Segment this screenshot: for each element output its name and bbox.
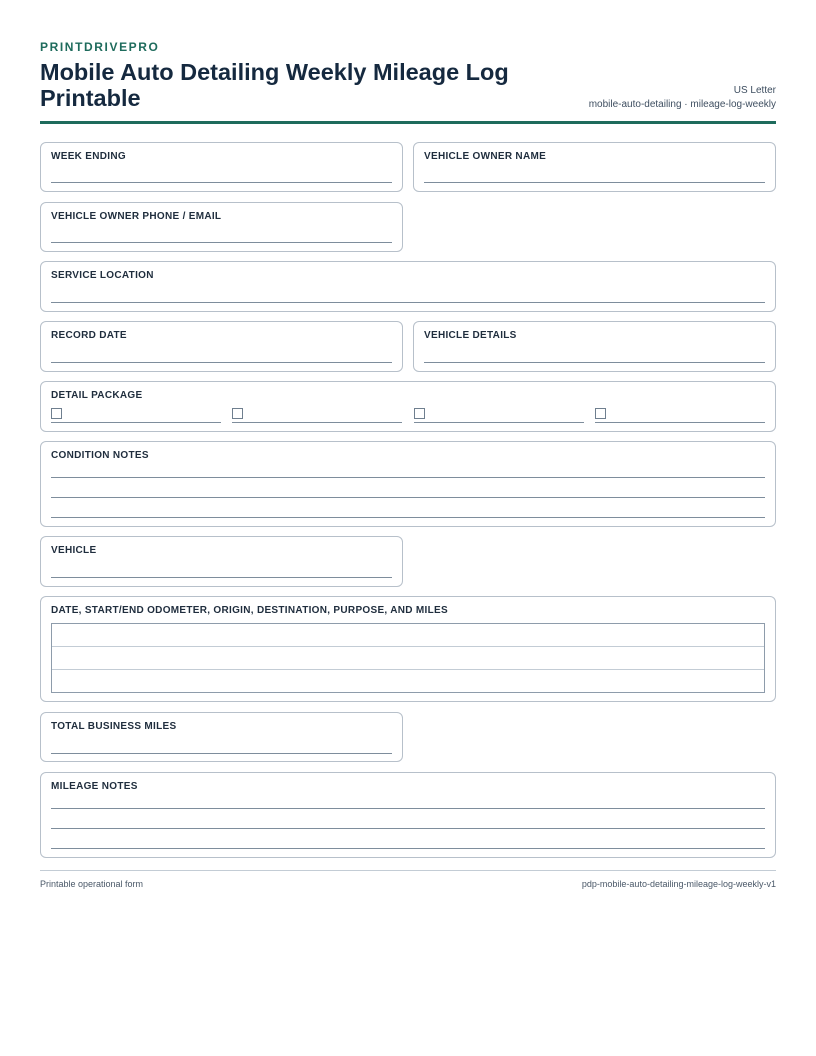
detail-package-option-3[interactable] bbox=[414, 408, 584, 423]
page-meta bbox=[589, 84, 776, 111]
detail-package-field bbox=[40, 381, 776, 432]
vehicle-field bbox=[40, 536, 403, 587]
mileage-notes-label: MILEAGE NOTES bbox=[51, 781, 138, 792]
condition-notes-line-2[interactable] bbox=[51, 497, 765, 498]
form-slug: mobile-auto-detailing · mileage-log-weekly bbox=[588, 98, 776, 110]
vehicle-owner-contact-field bbox=[40, 202, 403, 252]
vehicle-owner-contact-input-line[interactable] bbox=[51, 242, 392, 243]
detail-package-option-4[interactable] bbox=[595, 408, 765, 423]
vehicle-owner-name-input-line[interactable] bbox=[424, 182, 765, 183]
vehicle-input-line[interactable] bbox=[51, 577, 392, 578]
table-row[interactable] bbox=[52, 670, 764, 693]
vehicle-owner-contact-label: VEHICLE OWNER PHONE / EMAIL bbox=[51, 211, 222, 222]
checkbox[interactable] bbox=[51, 408, 62, 419]
footer-form-id: pdp-mobile-auto-detailing-mileage-log-weekly-v1 bbox=[581, 879, 776, 889]
record-date-label: RECORD DATE bbox=[51, 330, 127, 341]
footer-left-text: Printable operational form bbox=[40, 879, 144, 889]
option-line bbox=[232, 422, 402, 423]
condition-notes-line-3[interactable] bbox=[51, 517, 765, 518]
page-title: Mobile Auto Detailing Weekly Mileage Log Printable bbox=[40, 59, 509, 111]
week-ending-input-line[interactable] bbox=[51, 182, 392, 183]
condition-notes-line-1[interactable] bbox=[51, 477, 765, 478]
vehicle-details-field bbox=[413, 321, 776, 372]
vehicle-owner-name-field bbox=[413, 142, 776, 192]
record-date-input-line[interactable] bbox=[51, 362, 392, 363]
table-row[interactable] bbox=[52, 624, 764, 647]
trip-log-field bbox=[40, 596, 776, 702]
detail-package-label: DETAIL PACKAGE bbox=[51, 390, 143, 401]
checkbox[interactable] bbox=[414, 408, 425, 419]
record-date-field bbox=[40, 321, 403, 372]
option-line bbox=[595, 422, 765, 423]
footer-rule bbox=[40, 870, 776, 871]
mileage-notes-line-1[interactable] bbox=[51, 808, 765, 809]
trip-log-label: DATE, START/END ODOMETER, ORIGIN, DESTINATION, PURPOSE, AND MILES bbox=[51, 605, 448, 616]
checkbox[interactable] bbox=[232, 408, 243, 419]
total-business-miles-input-line[interactable] bbox=[51, 753, 392, 754]
option-line bbox=[51, 422, 221, 423]
trip-log-table bbox=[51, 623, 765, 693]
detail-package-option-1[interactable] bbox=[51, 408, 221, 423]
header-rule bbox=[40, 121, 776, 124]
condition-notes-label: CONDITION NOTES bbox=[51, 450, 149, 461]
service-location-input-line[interactable] bbox=[51, 302, 765, 303]
vehicle-details-label: VEHICLE DETAILS bbox=[424, 330, 517, 341]
total-business-miles-label: TOTAL BUSINESS MILES bbox=[51, 721, 177, 732]
vehicle-label: VEHICLE bbox=[51, 545, 97, 556]
service-location-label: SERVICE LOCATION bbox=[51, 270, 154, 281]
detail-package-option-2[interactable] bbox=[232, 408, 402, 423]
condition-notes-field bbox=[40, 441, 776, 527]
mileage-notes-field bbox=[40, 772, 776, 858]
brand-name: PRINTDRIVEPRO bbox=[40, 40, 160, 54]
mileage-notes-line-3[interactable] bbox=[51, 848, 765, 849]
checkbox[interactable] bbox=[595, 408, 606, 419]
vehicle-details-input-line[interactable] bbox=[424, 362, 765, 363]
week-ending-label: WEEK ENDING bbox=[51, 151, 126, 162]
service-location-field bbox=[40, 261, 776, 312]
detail-package-options bbox=[51, 408, 765, 424]
week-ending-field bbox=[40, 142, 403, 192]
vehicle-owner-name-label: VEHICLE OWNER NAME bbox=[424, 151, 547, 162]
paper-size: US Letter bbox=[733, 85, 776, 96]
table-row[interactable] bbox=[52, 647, 764, 670]
mileage-notes-line-2[interactable] bbox=[51, 828, 765, 829]
option-line bbox=[414, 422, 584, 423]
total-business-miles-field bbox=[40, 712, 403, 762]
